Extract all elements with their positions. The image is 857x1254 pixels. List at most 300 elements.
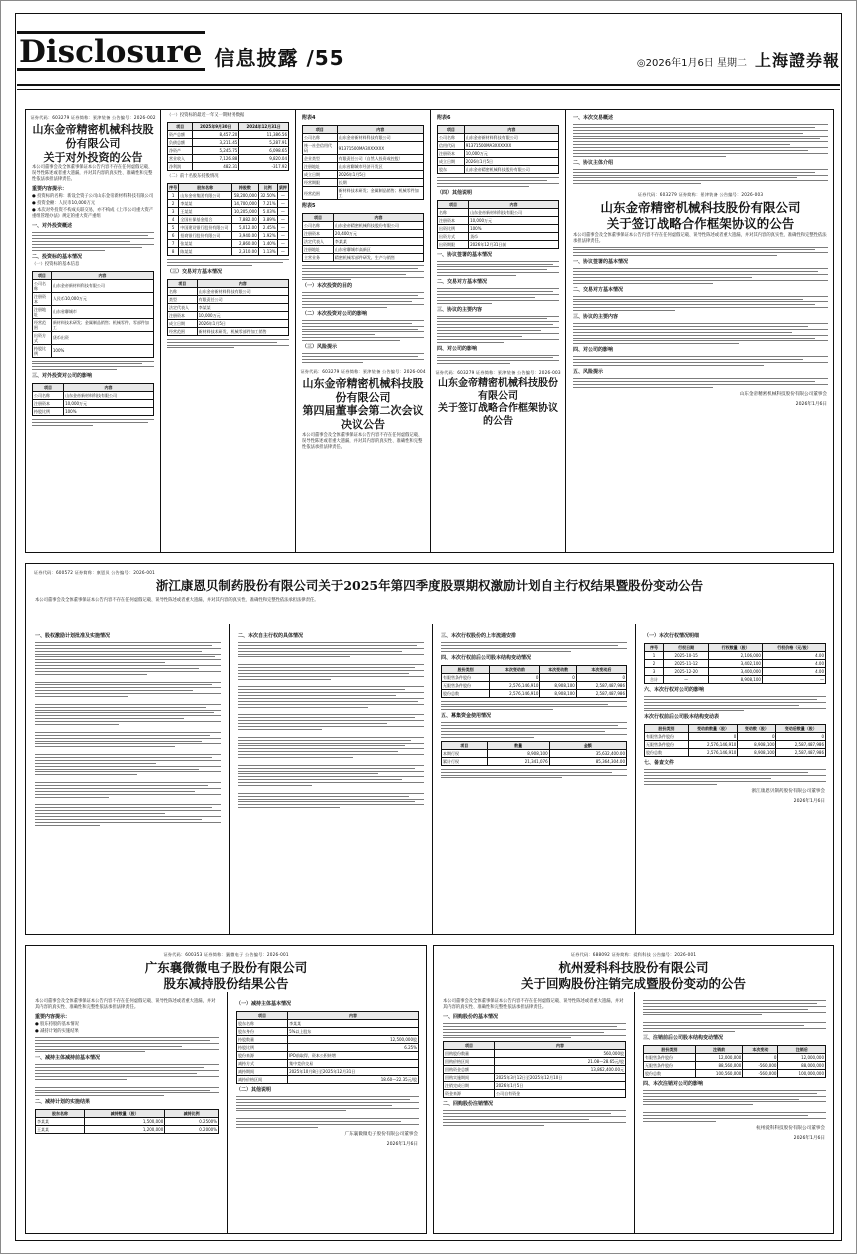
table-cell: 统一社会信用代码 xyxy=(303,142,338,155)
table-cell: 10,000万元 xyxy=(464,150,558,158)
table-cell: 3 xyxy=(168,208,179,216)
table-header-cell: 数量 xyxy=(487,741,549,749)
detail-table xyxy=(441,741,627,766)
table-header-cell: 序号 xyxy=(645,644,664,652)
table-cell: 2,587,487,986 xyxy=(776,741,826,749)
table-cell: 持股比例 xyxy=(33,344,52,357)
table-header-cell: 股东名称 xyxy=(179,184,232,192)
table-cell: 21.08—28.65元/股 xyxy=(495,1058,626,1066)
article-column xyxy=(637,630,833,932)
table-cell: 2,576,146,910 xyxy=(688,749,737,757)
section-heading: （三）交易对方基本情况 xyxy=(167,268,223,275)
body-text xyxy=(437,316,559,343)
masthead-rule-thin xyxy=(17,89,840,90)
table-cell: 6,098.65 xyxy=(239,147,289,155)
body-text xyxy=(35,642,221,826)
table-cell: 35,632,400.00 xyxy=(549,749,626,757)
table-row xyxy=(438,134,559,142)
table-header-cell: 项目 xyxy=(33,384,64,392)
table-cell: 3,211.45 xyxy=(193,139,239,147)
table-cell: 本期行权 xyxy=(442,749,488,757)
table-cell: 3,400,000 xyxy=(709,668,763,676)
signature-date: 2026年1月6日 xyxy=(795,401,827,407)
body-text xyxy=(573,124,828,157)
reduction-result-table xyxy=(35,1109,219,1134)
appendix-table xyxy=(437,200,559,249)
table-header-cell: 项目 xyxy=(168,279,198,287)
section-heading: （一）本次行权情况明细 xyxy=(644,633,700,639)
table-cell: 无限售条件股份 xyxy=(442,681,490,689)
table-cell: 2,576,146,910 xyxy=(490,689,540,697)
table-cell: 2026年1月5日 xyxy=(197,319,288,327)
table-cell: 0 xyxy=(738,733,776,741)
table-row xyxy=(303,246,424,254)
table-cell: 山东金帝新材料科技有限公司 xyxy=(197,287,288,295)
article-subtitle: 第四届董事会第二次会议决议公告 xyxy=(302,404,424,432)
table-row xyxy=(168,232,289,240)
table-header-cell: 内容 xyxy=(51,271,153,279)
table-row xyxy=(168,311,289,319)
exercise-table xyxy=(644,643,826,684)
signature-company: 广东襄微微电子股份有限公司董事会 xyxy=(344,1131,418,1137)
table-cell: 回购价格区间 xyxy=(444,1058,495,1066)
table-cell: 注册资本 xyxy=(303,230,334,238)
table-cell: 净利润 xyxy=(168,163,193,171)
table-cell: 出资方式 xyxy=(438,232,469,240)
table-cell: 91371500MA3XXXXXX xyxy=(464,142,558,150)
table-header-cell: 项目 xyxy=(438,126,465,134)
table-cell: 有限售条件股份 xyxy=(442,673,490,681)
table-header-cell: 金额 xyxy=(549,741,626,749)
table-row xyxy=(438,224,559,232)
section-heading: 附表5 xyxy=(302,203,316,209)
table-row xyxy=(33,400,154,408)
table-cell: 5.03% xyxy=(258,208,277,216)
table-cell: 全国社保基金组合 xyxy=(179,216,232,224)
table-cell: 11,386.56 xyxy=(239,131,289,139)
table-row xyxy=(168,163,289,171)
table-cell: 10,000万元 xyxy=(469,216,559,224)
table-cell: 4.00 xyxy=(762,660,825,668)
section-heading: 附表4 xyxy=(302,115,316,121)
table-cell: 100% xyxy=(51,344,153,357)
table-cell: 2,587,487,986 xyxy=(576,689,626,697)
table-cell: 100% xyxy=(469,224,559,232)
section-heading: 二、本次自主行权的具体情况 xyxy=(238,633,304,639)
table-header-cell: 内容 xyxy=(464,126,558,134)
table-header-cell: 内容 xyxy=(337,126,423,134)
table-cell: 营业收入 xyxy=(168,155,193,163)
table-cell: 货币 xyxy=(469,232,559,240)
body-text xyxy=(437,261,559,276)
table-caption: 本次行权前后公司股本结构变动表 xyxy=(644,714,720,721)
table-cell: 主营业务 xyxy=(303,254,334,262)
table-cell: 1.92% xyxy=(258,232,277,240)
table-cell: 注册资本 xyxy=(168,311,198,319)
table-cell: 注册资本 xyxy=(438,150,465,158)
table-row xyxy=(442,689,627,697)
table-cell: — xyxy=(277,192,288,200)
table-cell: 注册地址 xyxy=(303,163,338,171)
table-cell: 2025年3月12日至2025年12月10日 xyxy=(495,1074,626,1082)
table-cell: 4 xyxy=(168,216,179,224)
table-cell: 负债总额 xyxy=(168,139,193,147)
table-cell: 招商银行股份有限公司 xyxy=(179,232,232,240)
table-cell: 2025-10-15 xyxy=(664,652,709,660)
table-row xyxy=(33,392,154,400)
body-text xyxy=(167,259,289,266)
table-cell: 5,012.00 xyxy=(232,224,259,232)
table-header-cell: 本次变动后 xyxy=(576,665,626,673)
table-cell: 2 xyxy=(168,200,179,208)
share-structure-table xyxy=(441,665,627,698)
table-cell: 山东金帝精密机械科技股份有限公司 xyxy=(464,166,558,174)
table-row xyxy=(168,155,289,163)
table-row xyxy=(168,147,289,155)
article-subtitle: 股东减持股份结果公告 xyxy=(163,975,289,991)
body-text xyxy=(573,268,828,283)
table-row xyxy=(237,1020,419,1028)
table-row xyxy=(168,224,289,232)
article-title: 山东金帝精密机械科技股份有限公司 xyxy=(302,376,424,404)
body-text xyxy=(35,1037,219,1052)
table-caption: （一）投资标的最近一年又一期财务数据 xyxy=(167,113,245,118)
body-text xyxy=(302,353,424,363)
article-column xyxy=(229,998,426,1231)
article-column xyxy=(436,998,633,1231)
table-row xyxy=(33,318,154,331)
table-header-cell: 比例 xyxy=(258,184,277,192)
body-text xyxy=(32,361,154,371)
table-row xyxy=(168,287,289,295)
table-row xyxy=(36,1118,219,1126)
table-cell: 股份总数 xyxy=(645,749,689,757)
table-cell: 出资期限 xyxy=(438,240,469,248)
table-row xyxy=(442,749,627,757)
table-header-cell: 内容 xyxy=(64,384,154,392)
table-row xyxy=(303,134,424,142)
body-text xyxy=(302,292,424,307)
table-cell: 名称 xyxy=(168,287,198,295)
table-cell: 100% xyxy=(64,408,154,416)
article-block-middle xyxy=(25,563,834,935)
table-row xyxy=(645,676,826,684)
table-row xyxy=(168,240,289,248)
table-row xyxy=(645,733,826,741)
section-heading: 二、回购股份注销情况 xyxy=(443,1101,494,1108)
section-heading: 一、回购股份的基本情况 xyxy=(443,1014,499,1020)
table-cell: 有限售条件股份 xyxy=(644,1053,696,1061)
table-header-cell: 项目 xyxy=(237,1012,288,1020)
table-cell: 1 xyxy=(168,192,179,200)
table-cell: 无限售条件股份 xyxy=(644,1061,696,1069)
table-header-cell: 减持数量（股） xyxy=(85,1110,165,1118)
table-cell: 合计 xyxy=(645,676,664,684)
table-cell: IPO前取得、资本公积转增 xyxy=(288,1052,419,1060)
table-cell: 法定代表人 xyxy=(303,238,334,246)
table-cell: 经营范围 xyxy=(303,187,338,200)
body-text xyxy=(238,642,424,808)
table-cell: 李某某 xyxy=(197,303,288,311)
body-text xyxy=(443,1023,626,1038)
table-row xyxy=(303,142,424,155)
table-cell: 2 xyxy=(645,660,664,668)
table-header-cell: 本次变动 xyxy=(743,1045,778,1053)
section-heading: 五、募集资金使用情况 xyxy=(441,713,492,720)
section-heading: 附表6 xyxy=(437,115,451,121)
table-cell: 股份总数 xyxy=(644,1069,696,1077)
table-row xyxy=(444,1074,626,1082)
section-heading: 二、交易对方基本情况 xyxy=(437,279,488,286)
body-text xyxy=(32,419,154,426)
article-column xyxy=(161,110,295,552)
disclosure-logo xyxy=(17,31,205,71)
table-cell: 有限责任公司（自然人投资或控股） xyxy=(337,155,423,163)
signature-date: 2026年1月6日 xyxy=(386,1141,418,1147)
table-cell: 5 xyxy=(168,224,179,232)
table-row xyxy=(438,142,559,150)
table-cell: 持股比例 xyxy=(237,1044,288,1052)
section-heading: 二、减持计划的实施结果 xyxy=(35,1099,91,1106)
table-row xyxy=(237,1044,419,1052)
table-cell: 9,820.04 xyxy=(239,155,289,163)
table-cell: 山东金帝集团有限公司 xyxy=(179,192,232,200)
table-header-cell: 股东名称 xyxy=(36,1110,85,1118)
table-cell: 8,908,100 xyxy=(738,749,776,757)
table-cell: 12,000,000 xyxy=(778,1053,826,1061)
table-cell: 信用代码 xyxy=(438,142,465,150)
table-cell: 0.2000% xyxy=(165,1126,219,1134)
table-cell: 2,860.00 xyxy=(232,240,259,248)
table-cell: 1.13% xyxy=(258,248,277,256)
bullet-item: ● 减持计划的实施结果 xyxy=(35,1029,79,1034)
table-cell: 注册资本 xyxy=(33,292,52,305)
table-cell: 李某某 xyxy=(288,1020,419,1028)
table-cell: 482.31 xyxy=(193,163,239,171)
table-header-cell: 2024年12月31日 xyxy=(239,123,289,131)
table-cell: 法定代表人 xyxy=(168,303,198,311)
security-code-line: 证券代码：600353 证券简称：襄微电子 公告编号：2026-001 xyxy=(163,952,289,957)
table-row xyxy=(303,155,424,163)
table-cell: 12,000,000 xyxy=(695,1053,743,1061)
table-row xyxy=(645,668,826,676)
table-header-cell: 股份类别 xyxy=(442,665,490,673)
table-row xyxy=(33,408,154,416)
table-header-cell: 内容 xyxy=(197,279,288,287)
body-text xyxy=(573,356,828,366)
financial-table xyxy=(167,122,289,171)
table-header-cell: 内容 xyxy=(469,200,559,208)
table-cell: 0 xyxy=(688,733,737,741)
article-column xyxy=(28,630,228,932)
investment-table xyxy=(32,271,154,358)
table-cell: 持股数量 xyxy=(237,1036,288,1044)
table-cell: 公司名称 xyxy=(438,134,465,142)
table-cell: 货币出资 xyxy=(51,331,153,344)
table-cell: 山东省聊城市高新区 xyxy=(333,246,423,254)
table-cell: 8,908,100 xyxy=(540,681,576,689)
table-header-cell: 项目 xyxy=(33,271,52,279)
security-code-line: 证券代码：600572 证券简称：康恩贝 公告编号：2026-001 xyxy=(34,570,155,575)
table-cell: 减持方式 xyxy=(237,1060,288,1068)
table-header-cell: 项目 xyxy=(438,200,469,208)
table-cell: 2026年1月5日 xyxy=(464,158,558,166)
article-disclaimer: 本公司董事会及全体董事保证本公告内容不存在任何虚假记载、误导性陈述或者重大遗漏，并对其内容的真实性、准确性和完整性依法承担法律责任。 xyxy=(35,597,319,603)
table-cell: 7,882.00 xyxy=(232,216,259,224)
table-cell: 5,245.75 xyxy=(193,147,239,155)
table-cell: 公司名称 xyxy=(33,279,52,292)
table-cell: — xyxy=(277,240,288,248)
table-cell: 股份来源 xyxy=(237,1052,288,1060)
bullet-item: ● 投资标的名称：新设全资子公司山东金帝新材料科技有限公司 xyxy=(32,194,154,200)
body-text xyxy=(236,1096,419,1128)
section-heading: （一）本次投资的目的 xyxy=(302,283,353,290)
table-cell: -317.92 xyxy=(239,163,289,171)
table-cell: 减持价格区间 xyxy=(237,1076,288,1084)
body-text xyxy=(441,769,627,779)
table-row xyxy=(33,279,154,292)
buyback-info-table xyxy=(443,1041,626,1098)
table-row xyxy=(237,1036,419,1044)
table-cell: — xyxy=(277,232,288,240)
table-cell: 李某某 xyxy=(179,200,232,208)
table-cell: — xyxy=(277,224,288,232)
table-header-cell: 2025年9月30日 xyxy=(193,123,239,131)
table-cell: — xyxy=(277,216,288,224)
table-cell: 持股比例 xyxy=(33,408,64,416)
article-title: 杭州爱科科技股份有限公司 xyxy=(558,960,709,975)
security-code-line: 证券代码：603279 证券简称：景津装备 公告编号：2026-002 xyxy=(30,115,156,120)
table-cell: 100,000,000 xyxy=(778,1069,826,1077)
article-title: 山东金帝精密机械科技股份有限公司 xyxy=(438,378,558,402)
table-header-cell: 变动前数量（股） xyxy=(688,725,737,733)
body-text xyxy=(644,769,826,784)
body-text xyxy=(573,296,828,311)
article-column xyxy=(566,110,834,552)
table-caption: （一）投资标的基本信息 xyxy=(32,261,80,267)
table-row xyxy=(644,1061,826,1069)
table-cell: 公司名称 xyxy=(303,134,338,142)
signature-company: 浙江康恩贝制药股份有限公司董事会 xyxy=(751,788,825,794)
table-cell: 人民币10,000万元 xyxy=(51,292,153,305)
table-cell: 有限责任公司 xyxy=(197,295,288,303)
section-heading: 四、对公司的影响 xyxy=(573,347,614,354)
table-header-cell: 项目 xyxy=(303,126,338,134)
section-heading: 四、对公司的影响 xyxy=(437,345,478,352)
body-text xyxy=(573,378,828,388)
body-text xyxy=(643,1090,826,1122)
section-heading: （二）本次投资对公司的影响 xyxy=(302,310,368,317)
table-cell: 8 xyxy=(168,248,179,256)
table-cell: 经营范围 xyxy=(168,327,198,335)
table-header-cell: 本次变动前 xyxy=(490,665,540,673)
table-cell: 注册资本 xyxy=(438,216,469,224)
article-subtitle: 关于回购股份注销完成暨股份变动的公告 xyxy=(520,975,746,991)
table-header-cell: 股份类别 xyxy=(645,725,689,733)
signature-date: 2026年1月6日 xyxy=(793,1135,825,1141)
table-row xyxy=(237,1052,419,1060)
table-cell: 资产总额 xyxy=(168,131,193,139)
article-subtitle: 关于对外投资的公告 xyxy=(43,150,143,164)
signature-company: 杭州爱科科技股份有限公司董事会 xyxy=(756,1125,825,1131)
table-row xyxy=(303,230,424,238)
table-cell: 陈某某 xyxy=(179,248,232,256)
table-cell: 1 xyxy=(645,652,664,660)
table-cell: 注销完成日期 xyxy=(444,1082,495,1090)
table-cell: 回购实施期间 xyxy=(444,1074,495,1082)
table-cell: — xyxy=(277,248,288,256)
table-row xyxy=(237,1028,419,1036)
bullet-item: ● 投资金额：人民币10,000万元 xyxy=(32,201,96,207)
table-row xyxy=(168,327,289,335)
table-cell: 经营期限 xyxy=(303,179,338,187)
table-cell: 山东金帝新材料科技有限公司 xyxy=(469,208,559,216)
table-cell: 精密机械零部件研发、生产与销售 xyxy=(333,254,423,262)
table-row xyxy=(438,158,559,166)
table-cell: 0 xyxy=(743,1053,778,1061)
section-heading: 重要内容提示： xyxy=(35,1014,71,1020)
table-cell: 0 xyxy=(540,673,576,681)
body-text xyxy=(573,247,828,257)
section-heading: 三、对外投资对公司的影响 xyxy=(32,373,93,380)
table-header-cell: 序号 xyxy=(169,185,178,190)
article-column xyxy=(26,110,160,552)
table-header-cell: 项目 xyxy=(442,741,488,749)
table-cell: 注册资本 xyxy=(33,400,64,408)
table-row xyxy=(168,216,289,224)
table-cell: 8,908,100 xyxy=(487,749,549,757)
table-row xyxy=(168,303,289,311)
share-change-table xyxy=(644,724,826,757)
table-cell: 1,200,000 xyxy=(85,1126,165,1134)
section-heading: 三、协议的主要内容 xyxy=(437,306,483,313)
body-text xyxy=(643,1000,826,1032)
table-cell: 2026年1月5日 xyxy=(495,1082,626,1090)
section-label: 信息披露 /55 xyxy=(214,46,345,70)
table-header-cell: 行权数量（股） xyxy=(709,644,763,652)
table-cell: 李某某 xyxy=(36,1118,85,1126)
table-cell: 山东金帝新材料科技有限公司 xyxy=(64,392,154,400)
table-cell: 8,908,100 xyxy=(540,689,576,697)
table-cell: 2,576,146,910 xyxy=(688,741,737,749)
table-cell: -560,000 xyxy=(743,1069,778,1077)
table-row xyxy=(33,292,154,305)
article-disclaimer: 本公司董事会及全体董事保证本公告内容不存在任何虚假记载、误导性陈述或者重大遗漏，并对其内容的真实性、准确性和完整性依法承担法律责任。 xyxy=(443,999,624,1010)
article-title: 浙江康恩贝制药股份有限公司关于2025年第四季度股票期权激励计划自主行权结果暨股份变动公告 xyxy=(155,578,704,593)
body-text xyxy=(437,177,559,187)
table-cell: — xyxy=(277,200,288,208)
table-cell: 股份总数 xyxy=(442,689,490,697)
table-cell: 2,310.00 xyxy=(232,248,259,256)
table-header-cell: 减持比例 xyxy=(165,1110,219,1118)
section-heading: 一、对外投资概述 xyxy=(32,223,73,230)
share-structure-table xyxy=(643,1045,826,1078)
table-row xyxy=(438,166,559,174)
table-cell: 成立日期 xyxy=(438,158,465,166)
table-row xyxy=(645,652,826,660)
table-cell: 新材料技术研发；金属制品销售；机械零件、零部件加工 xyxy=(51,318,153,331)
table-cell: 山东省聊城市经济开发区 xyxy=(337,163,423,171)
secondary-table xyxy=(32,383,154,416)
table-cell: 山东金帝新材料科技有限公司 xyxy=(464,134,558,142)
article-disclaimer: 本公司董事会及全体董事保证本公告内容不存在任何虚假记载、误导性陈述或者重大遗漏，并对其内容的真实性、准确性和完整性依法承担法律责任。 xyxy=(32,165,153,183)
table-cell: 21,341,076 xyxy=(487,757,549,765)
table-cell: 长期 xyxy=(337,179,423,187)
table-row xyxy=(644,1069,826,1077)
table-cell: 5%以上股东 xyxy=(288,1028,419,1036)
table-cell: 有限售条件股份 xyxy=(645,733,689,741)
section-heading: 二、交易对方基本情况 xyxy=(573,286,624,293)
